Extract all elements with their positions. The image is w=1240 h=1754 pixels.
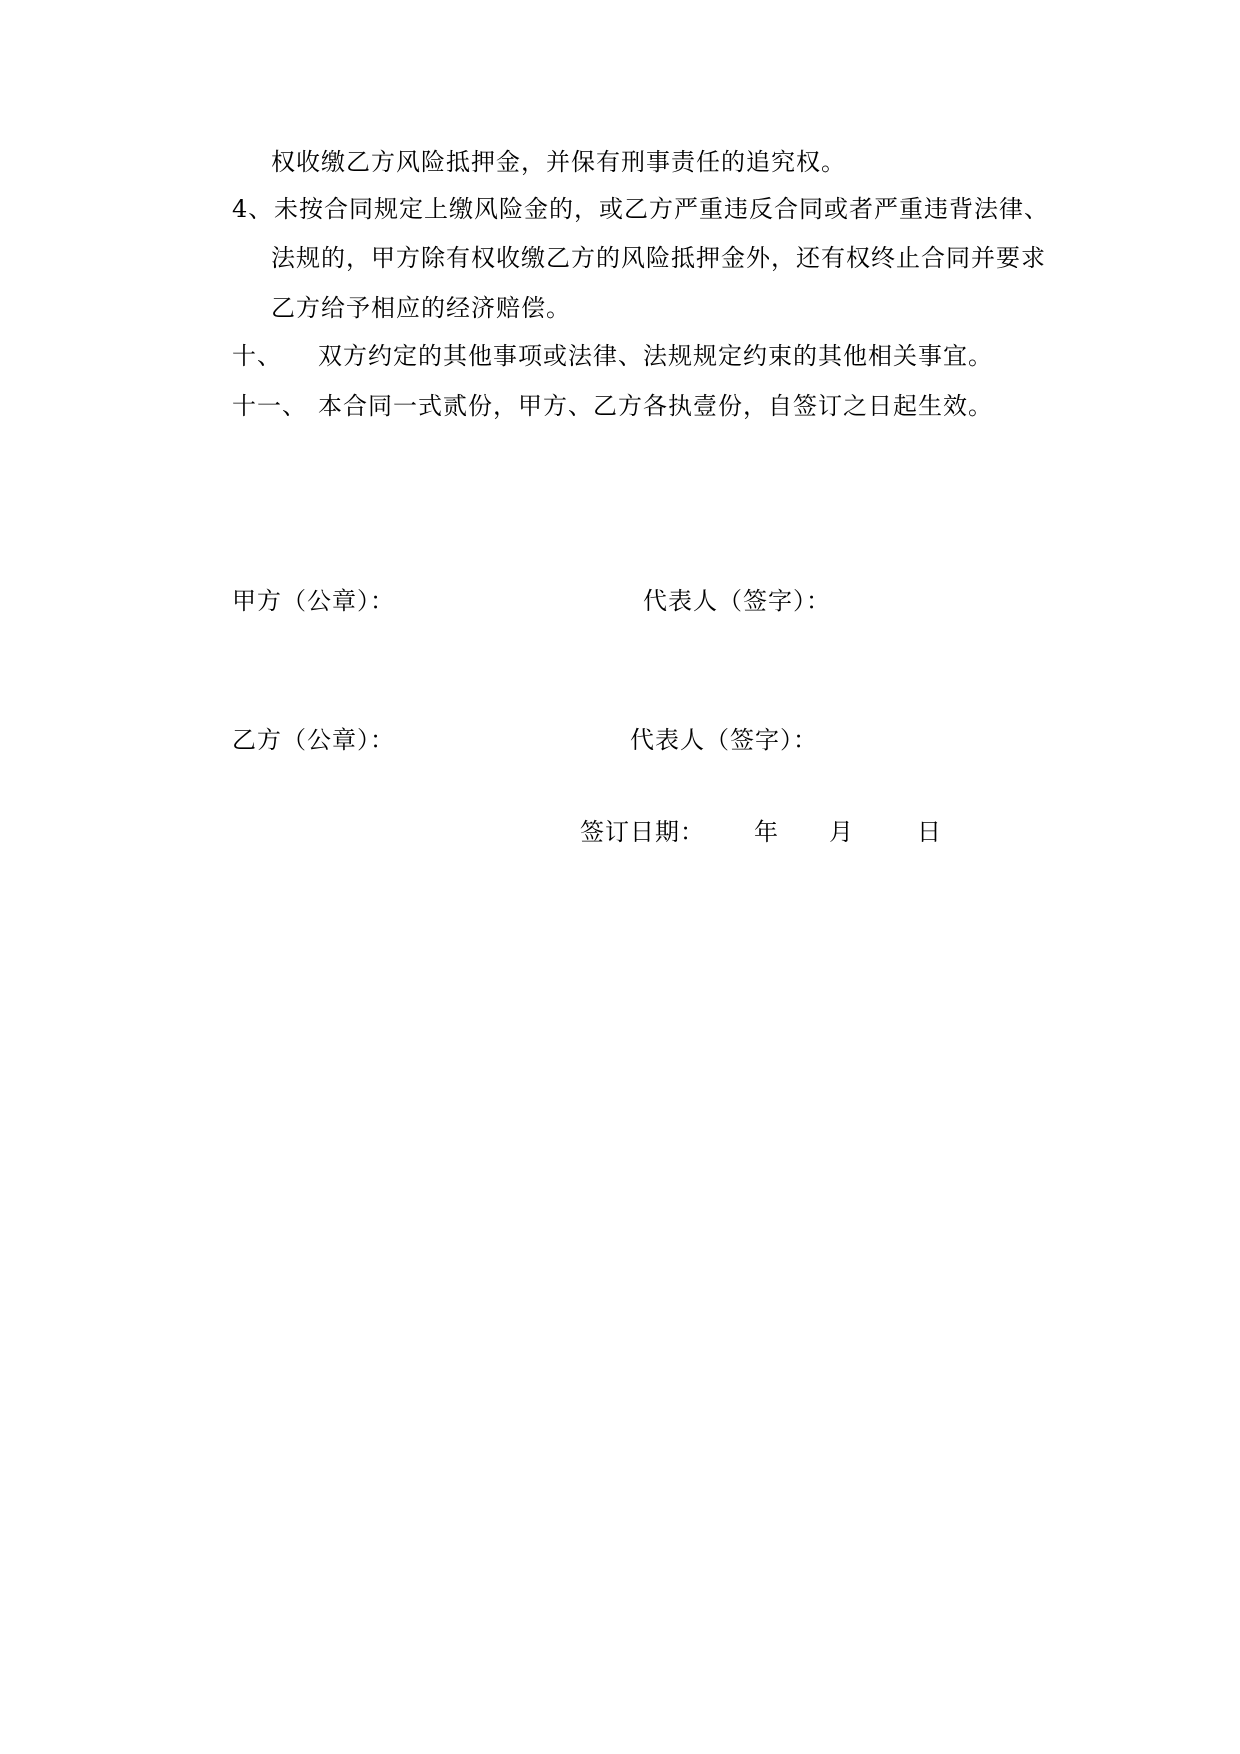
signing-date-label: 签订日期： [580, 818, 705, 846]
clause-continuation-line: 权收缴乙方风险抵押金，并保有刑事责任的追究权。 [271, 148, 846, 176]
item-4-number: 4、 [232, 195, 274, 223]
item-10-number: 十、 [232, 342, 282, 370]
item-11-number: 十一、 [232, 392, 307, 420]
party-b-representative-label: 代表人（签字）： [630, 726, 818, 754]
date-day-label: 日 [917, 818, 942, 846]
party-a-seal-label: 甲方（公章）： [232, 587, 395, 615]
party-a-representative-label: 代表人（签字）： [643, 587, 831, 615]
item-4-line-3: 乙方给予相应的经济赔偿。 [271, 294, 571, 322]
item-4-line-2: 法规的，甲方除有权收缴乙方的风险抵押金外，还有权终止合同并要求 [271, 244, 1046, 272]
party-b-seal-label: 乙方（公章）： [232, 726, 395, 754]
item-4-line-1: 未按合同规定上缴风险金的，或乙方严重违反合同或者严重违背法律、 [274, 195, 1049, 223]
item-11-text: 本合同一式贰份，甲方、乙方各执壹份，自签订之日起生效。 [318, 392, 993, 420]
date-year-label: 年 [754, 818, 779, 846]
item-10-text: 双方约定的其他事项或法律、法规规定约束的其他相关事宜。 [318, 342, 993, 370]
date-month-label: 月 [829, 818, 854, 846]
